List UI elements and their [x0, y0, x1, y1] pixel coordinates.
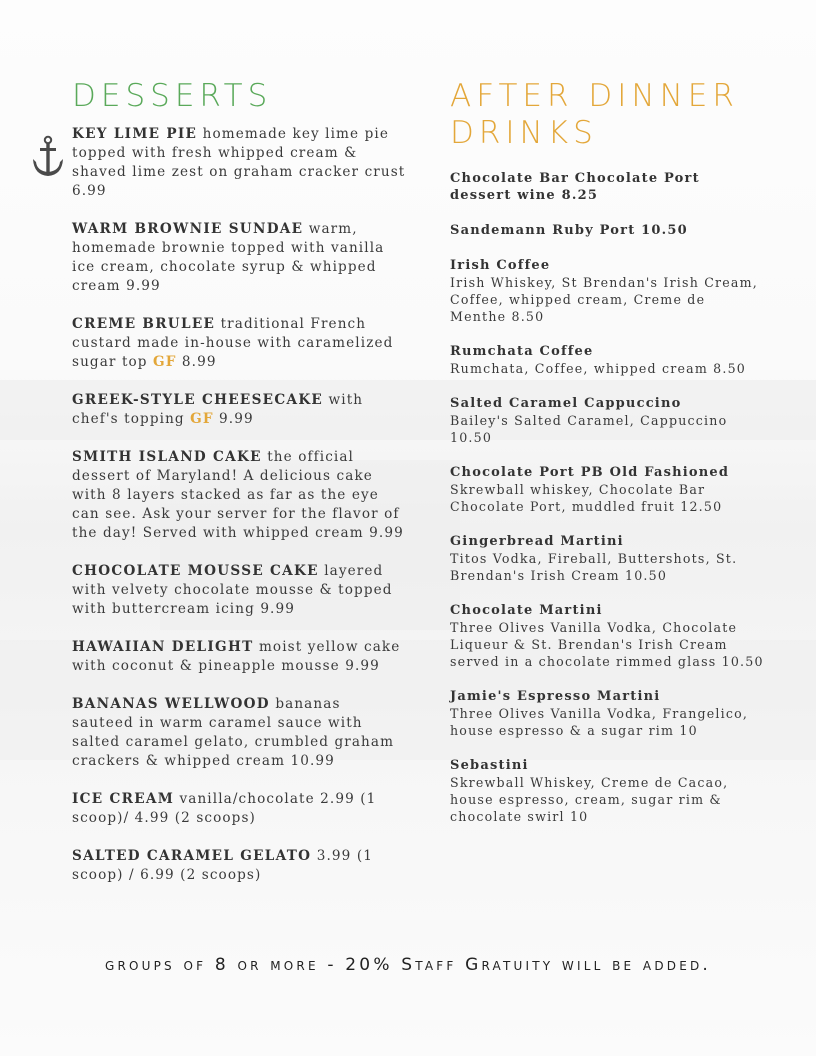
- dessert-description: vanilla/chocolate 2.99 (1 scoop)/ 4.99 (2 scoops): [72, 791, 377, 826]
- dessert-price: 9.99: [126, 278, 161, 294]
- dessert-description: traditional French custard made in-house with caramelized sugar top: [72, 316, 394, 370]
- drink-description: Bailey's Salted Caramel, Cappuccino 10.50: [450, 413, 728, 445]
- dessert-description: warm, homemade brownie topped with vanilla ice cream, chocolate syrup & whipped cream: [72, 221, 385, 294]
- dessert-name: GREEK-STYLE CHEESECAKE: [72, 392, 324, 408]
- dessert-item: [72, 695, 407, 771]
- dessert-price: 9.99: [219, 411, 254, 427]
- dessert-description: 3.99 (1 scoop) / 6.99 (2 scoops): [72, 848, 373, 883]
- drink-name: Sandemann Ruby Port 10.50: [450, 223, 688, 238]
- drink-description: Titos Vodka, Fireball, Buttershots, St. Brendan's Irish Cream 10.50: [450, 551, 738, 583]
- dessert-item: [72, 562, 407, 619]
- drinks-heading-line2: DRINKS: [450, 115, 598, 151]
- drink-description: Rumchata, Coffee, whipped cream 8.50: [450, 361, 747, 376]
- drink-item: [450, 170, 765, 204]
- dessert-item: [72, 220, 407, 296]
- dessert-description: layered with velvety chocolate mousse & topped with buttercream icing: [72, 563, 393, 617]
- dessert-name: ICE CREAM: [72, 791, 175, 807]
- drink-description: Skrewball Whiskey, Creme de Cacao, house espresso, cream, sugar rim & chocolate swirl 10: [450, 775, 729, 824]
- drink-item: [450, 688, 765, 739]
- drink-description: Skrewball whiskey, Chocolate Bar Chocolate Port, muddled fruit 12.50: [450, 482, 723, 514]
- anchor-icon: [30, 135, 66, 179]
- dessert-description: homemade key lime pie topped with fresh whipped cream & shaved lime zest on graham cracker crust: [72, 126, 406, 180]
- drink-list: [450, 170, 765, 825]
- dessert-name: HAWAIIAN DELIGHT: [72, 639, 254, 655]
- drinks-heading-line1: AFTER DINNER: [450, 78, 739, 114]
- drink-name: Rumchata Coffee: [450, 344, 594, 359]
- drink-item: [450, 222, 765, 239]
- drink-name: Salted Caramel Cappuccino: [450, 396, 682, 411]
- drink-item: [450, 602, 765, 670]
- dessert-description: the official dessert of Maryland! A delicious cake with 8 layers stacked as far as the eye can see. Ask your server for the flavor of the day! Served with whipped cream: [72, 449, 400, 541]
- drink-item: [450, 464, 765, 515]
- drink-description: Three Olives Vanilla Vodka, Chocolate Liqueur & St. Brendan's Irish Cream served in a chocolate rimmed glass 10.50: [450, 620, 764, 669]
- drink-item: [450, 757, 765, 825]
- dessert-name: CREME BRULEE: [72, 316, 216, 332]
- drink-item: [450, 533, 765, 584]
- dessert-list: [72, 125, 407, 885]
- dessert-price: 9.99: [260, 601, 295, 617]
- drink-name: Irish Coffee: [450, 258, 551, 273]
- dessert-item: [72, 125, 407, 201]
- drink-item: [450, 257, 765, 325]
- drink-name: Sebastini: [450, 758, 529, 773]
- gratuity-note: groups of 8 or more - 20% Staff Gratuity will be added.: [104, 955, 712, 975]
- drink-name: Chocolate Bar Chocolate Port dessert wine 8.25: [450, 171, 700, 203]
- desserts-section: [72, 78, 407, 904]
- dessert-item: [72, 448, 407, 543]
- dessert-name: KEY LIME PIE: [72, 126, 198, 142]
- dessert-price: 9.99: [369, 525, 404, 541]
- drink-description: Irish Whiskey, St Brendan's Irish Cream, Coffee, whipped cream, Creme de Menthe 8.50: [450, 275, 758, 324]
- drink-name: Jamie's Espresso Martini: [450, 689, 661, 704]
- drink-item: [450, 395, 765, 446]
- gluten-free-badge: GF: [190, 411, 214, 427]
- dessert-name: SMITH ISLAND CAKE: [72, 449, 262, 465]
- dessert-price: 9.99: [345, 658, 380, 674]
- dessert-description: moist yellow cake with coconut & pineapple mousse: [72, 639, 401, 674]
- dessert-item: [72, 847, 407, 885]
- drink-name: Chocolate Martini: [450, 603, 603, 618]
- dessert-name: WARM BROWNIE SUNDAE: [72, 221, 304, 237]
- desserts-heading: DESSERTS: [72, 78, 273, 114]
- drink-description: Three Olives Vanilla Vodka, Frangelico, house espresso & a sugar rim 10: [450, 706, 749, 738]
- dessert-name: SALTED CARAMEL GELATO: [72, 848, 312, 864]
- dessert-item: [72, 315, 407, 372]
- dessert-price: 8.99: [181, 354, 217, 370]
- drink-name: Gingerbread Martini: [450, 534, 624, 549]
- dessert-item: [72, 790, 407, 828]
- gluten-free-badge: GF: [153, 354, 177, 370]
- after-dinner-drinks-section: [450, 78, 765, 843]
- dessert-description: bananas sauteed in warm caramel sauce with salted caramel gelato, crumbled graham crackers & whipped cream: [72, 696, 395, 769]
- dessert-price: 6.99: [72, 183, 107, 199]
- dessert-item: [72, 391, 407, 429]
- drink-item: [450, 343, 765, 377]
- drink-name: Chocolate Port PB Old Fashioned: [450, 465, 730, 480]
- dessert-price: 10.99: [290, 753, 335, 769]
- drinks-heading: [450, 78, 765, 152]
- dessert-item: [72, 638, 407, 676]
- dessert-name: CHOCOLATE MOUSSE CAKE: [72, 563, 319, 579]
- dessert-description: with chef's topping: [72, 392, 364, 427]
- dessert-name: BANANAS WELLWOOD: [72, 696, 270, 712]
